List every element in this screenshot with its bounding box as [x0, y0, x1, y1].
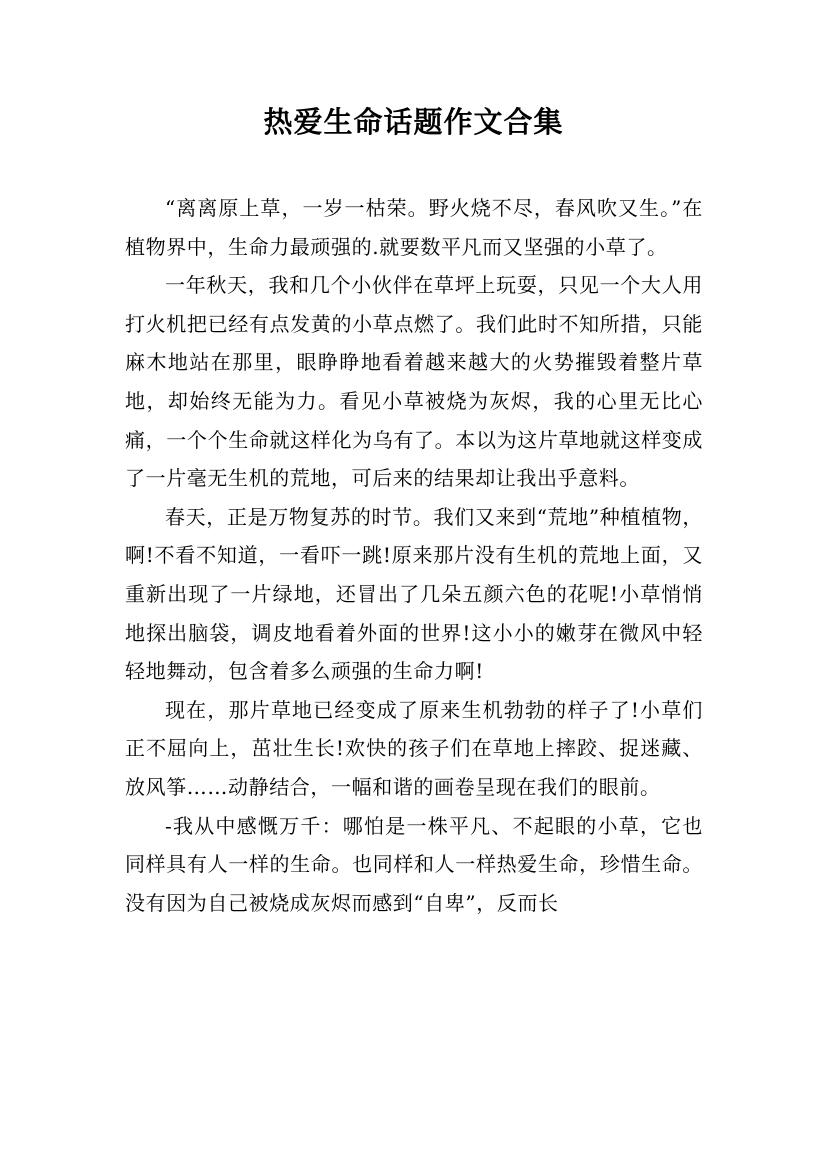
document-title: 热爱生命话题作文合集 [263, 105, 564, 139]
paragraph-1: “离离原上草，一岁一枯荣。野火烧不尽，春风吹又生。”在植物界中，生命力最顽强的.就要数平凡而又坚强的小草了。 [125, 196, 703, 259]
paragraph-5: -我从中感慨万千：哪怕是一株平凡、不起眼的小草，它也同样具有人一样的生命。也同样和人一样热爱生命，珍惜生命。没有因为自己被烧成灰烬而感到“自卑”，反而长 [125, 813, 703, 915]
paragraph-3: 春天，正是万物复苏的时节。我们又来到“荒地”种植植物，啊!不看不知道，一看吓一跳!原来那片没有生机的荒地上面，又重新出现了一片绿地，还冒出了几朵五颜六色的花呢!小草悄悄地探出脑袋，调皮地看着外面的世界!这小小的嫩芽在微风中轻轻地舞动，包含着多么顽强的生命力啊! [125, 504, 703, 684]
paragraph-2: 一年秋天，我和几个小伙伴在草坪上玩耍，只见一个大人用打火机把已经有点发黄的小草点燃了。我们此时不知所措，只能麻木地站在那里，眼睁睁地看着越来越大的火势摧毁着整片草地，却始终无能为力。看见小草被烧为灰烬，我的心里无比心痛，一个个生命就这样化为乌有了。本以为这片草地就这样变成了一片毫无生机的荒地，可后来的结果却让我出乎意料。 [125, 273, 703, 491]
paragraph-4: 现在，那片草地已经变成了原来生机勃勃的样子了!小草们正不屈向上，茁壮生长!欢快的孩子们在草地上摔跤、捉迷藏、放风筝……动静结合，一幅和谐的画卷呈现在我们的眼前。 [125, 697, 703, 799]
document-body [125, 189, 703, 922]
